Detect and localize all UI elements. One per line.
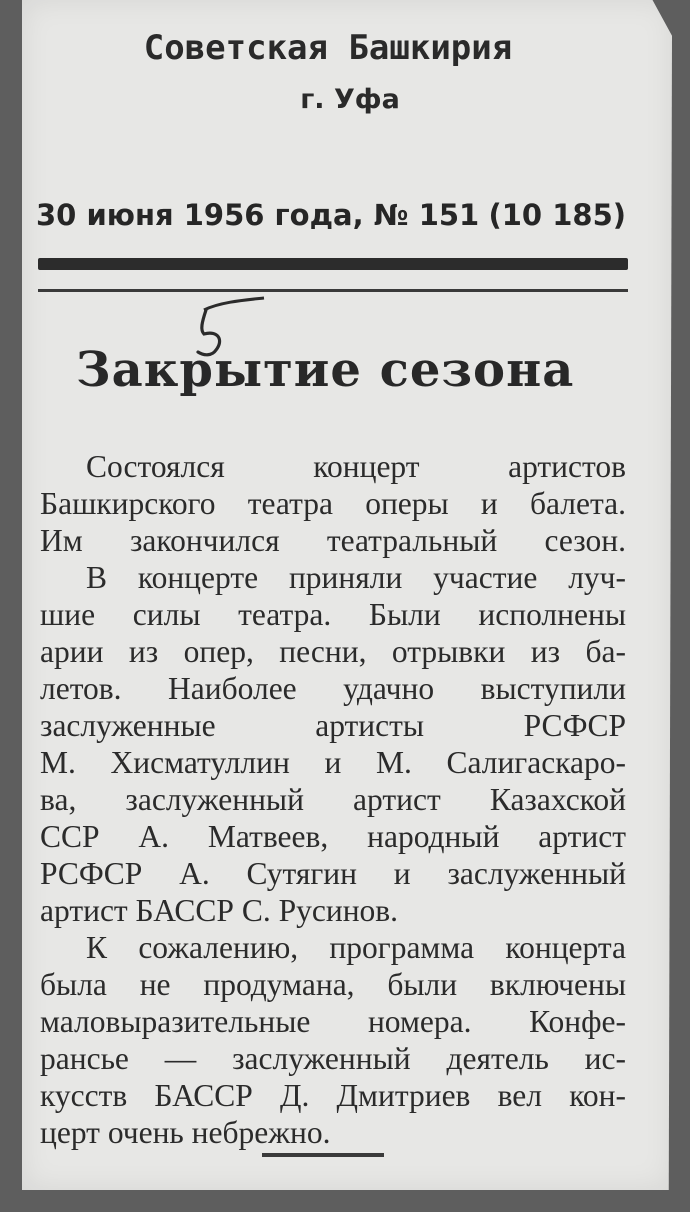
article-line: К сожалению, программа концерта: [86, 930, 626, 965]
article-line: ССР А. Матвеев, народный артист: [40, 819, 626, 854]
article-headline: Закрытие сезона: [76, 342, 575, 398]
article-line: ва, заслуженный артист Казахской: [40, 782, 626, 817]
article-line: Башкирского театра оперы и балета.: [40, 486, 626, 521]
article-line: летов. Наиболее удачно выступили: [40, 671, 626, 706]
article-line: кусств БАССР Д. Дмитриев вел кон-: [40, 1078, 626, 1113]
article-line: церт очень небрежно.: [40, 1115, 331, 1150]
article-line: была не продумана, были включены: [40, 967, 626, 1002]
article-line: арии из опер, песни, отрывки из ба-: [40, 634, 626, 669]
masthead-thin-rule: [38, 289, 628, 292]
article-line: Состоялся концерт артистов: [86, 449, 626, 484]
article-body: [40, 448, 626, 1151]
article-end-rule: [262, 1153, 384, 1157]
article-line: артист БАССР С. Русинов.: [40, 893, 399, 928]
city-line: г. Уфа: [300, 84, 400, 115]
article-line: шие силы театра. Были исполнены: [40, 597, 626, 632]
article-line: М. Хисматуллин и М. Салигаскаро-: [40, 745, 626, 780]
article-line: заслуженные артисты РСФСР: [40, 708, 626, 743]
masthead-thick-rule: [38, 258, 628, 270]
article-line: РСФСР А. Сутягин и заслуженный: [40, 856, 626, 891]
issue-date-number: 30 июня 1956 года, № 151: [36, 198, 480, 232]
article-line: рансье — заслуженный деятель ис-: [40, 1041, 626, 1076]
newspaper-name: Советская Башкирия: [143, 28, 513, 68]
article-line: Им закончился театральный сезон.: [40, 523, 626, 558]
article-line: В концерте приняли участие луч-: [86, 560, 626, 595]
article-line: маловыразительные номера. Конфе-: [40, 1004, 626, 1039]
issue-total-number: (10 185): [488, 198, 626, 232]
issue-line: [36, 198, 626, 232]
